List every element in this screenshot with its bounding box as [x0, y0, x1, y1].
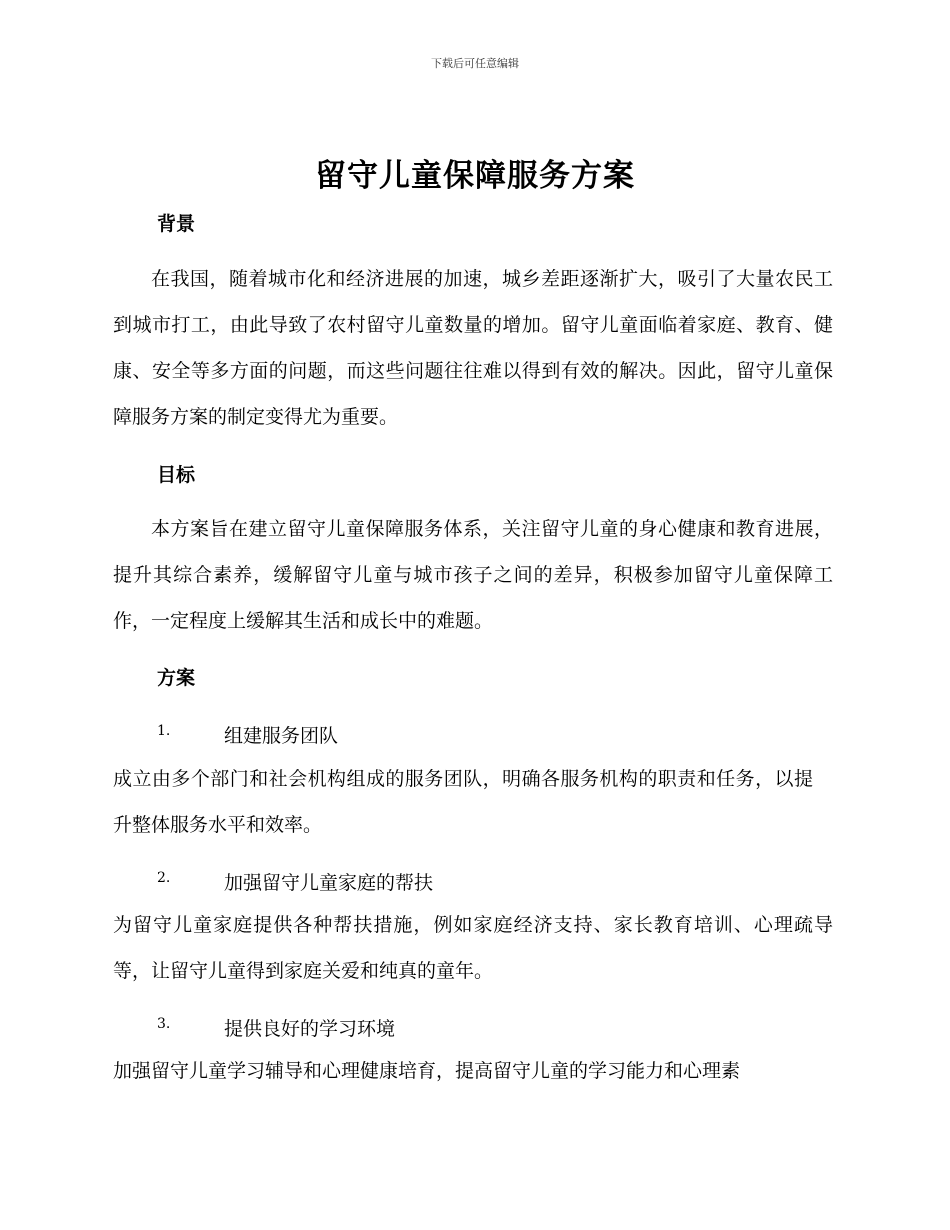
plan-item-2-title: 加强留守儿童家庭的帮扶	[224, 872, 434, 894]
plan-item-3-number: 3.	[157, 1016, 171, 1032]
plan-item-1-text: 成立由多个部门和社会机构组成的服务团队，明确各服务机构的职责和任务，以提升整体服务水平和效率。	[113, 768, 813, 836]
plan-item-1-title: 组建服务团队	[224, 725, 339, 747]
heading-background: 背景	[157, 213, 196, 235]
plan-item-2-number: 2.	[157, 870, 171, 886]
paragraph-goal: 本方案旨在建立留守儿童保障服务体系，关注留守儿童的身心健康和教育进展，提升其综合素养，缓解留守儿童与城市孩子之间的差异，积极参加留守儿童保障工作，一定程度上缓解其生活和成长中的难题。	[113, 518, 833, 632]
header-note: 下载后可任意编辑	[431, 57, 519, 70]
heading-plan: 方案	[157, 667, 196, 689]
plan-item-2-text: 为留守儿童家庭提供各种帮扶措施，例如家庭经济支持、家长教育培训、心理疏导等，让留守儿童得到家庭关爱和纯真的童年。	[113, 914, 833, 982]
plan-item-3-text: 加强留守儿童学习辅导和心理健康培育，提高留守儿童的学习能力和心理素	[113, 1060, 741, 1082]
document-title: 留守儿童保障服务方案	[315, 158, 635, 194]
plan-item-3-title: 提供良好的学习环境	[224, 1018, 396, 1040]
paragraph-background: 在我国，随着城市化和经济进展的加速，城乡差距逐渐扩大，吸引了大量农民工到城市打工，由此导致了农村留守儿童数量的增加。留守儿童面临着家庭、教育、健康、安全等多方面的问题，而这些问题往往难以得到有效的解决。因此，留守儿童保障服务方案的制定变得尤为重要。	[113, 268, 833, 428]
heading-goal: 目标	[157, 464, 196, 486]
plan-item-1-number: 1.	[157, 723, 171, 739]
